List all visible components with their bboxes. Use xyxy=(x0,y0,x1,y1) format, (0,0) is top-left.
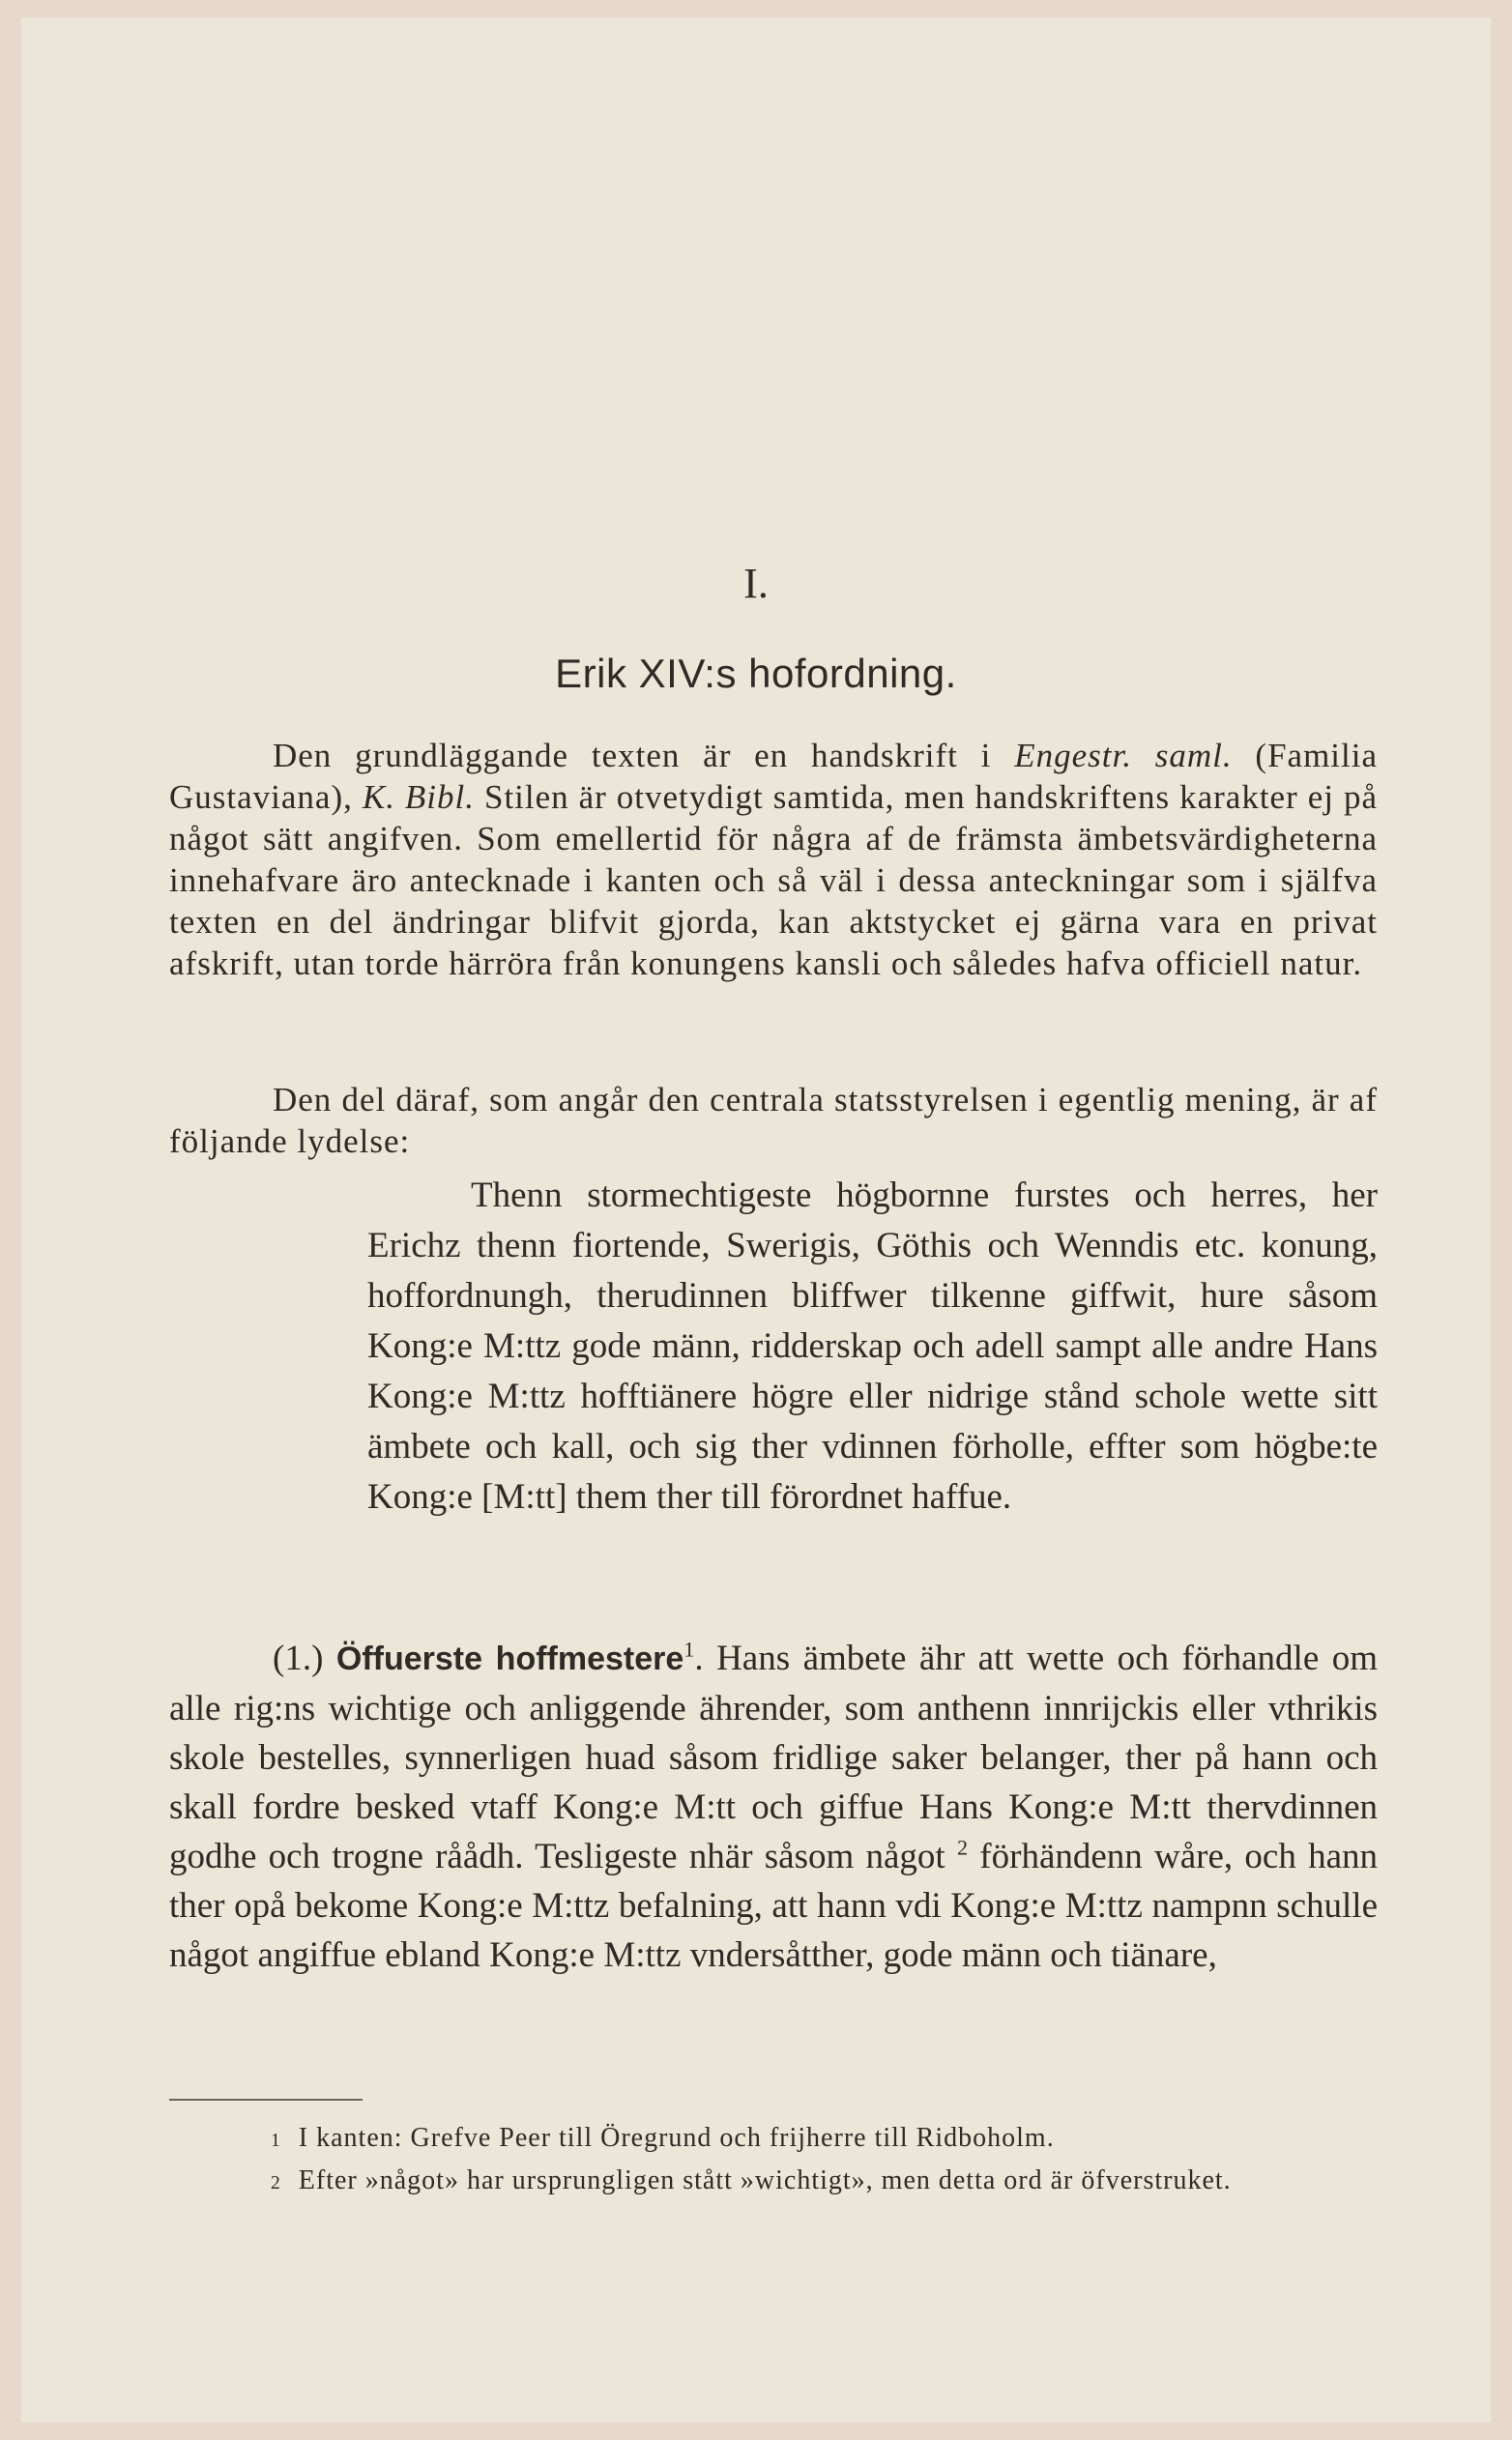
intro-text-b: (Familia Gustaviana), xyxy=(169,737,1378,816)
footnote-2-mark: 2 xyxy=(271,2173,281,2193)
footnote-2-text: Efter »något» har ursprungligen stått »wichtigt», men detta ord är öfverstruket. xyxy=(298,2165,1232,2195)
footnote-marker-1: 1 xyxy=(683,1637,695,1662)
section-1-paragraph xyxy=(169,1634,1378,1980)
source-reference: Engestr. saml. xyxy=(1014,737,1233,774)
footnotes xyxy=(169,2117,1378,2202)
chapter-title: Erik XIV:s hofordning. xyxy=(555,651,957,696)
footnote-1-text: I kanten: Grefve Peer till Öregrund och frijherre till Ridboholm. xyxy=(298,2123,1055,2153)
library-reference: K. Bibl. xyxy=(362,778,475,816)
footnote-2 xyxy=(169,2160,1378,2202)
section-heading: Öffuerste hoffmestere xyxy=(335,1641,684,1677)
section-text-b: förhändenn wåre, och hann ther opå bekome Kong:e M:ttz befalning, att hann vdi Kong:e M:ttz nampnn schulle något angiffue ebland Kong:e M:ttz vndersåtther, gode männ och tiänare, xyxy=(169,1837,1379,1975)
intro-paragraph-1 xyxy=(169,735,1378,984)
footnote-marker-2: 2 xyxy=(956,1835,969,1860)
quoted-preamble: Thenn stormechtigeste högbornne furstes och herres, her Erichz thenn fiortende, Swerigis, Göthis och Wenndis etc. konung, hoffordnungh, therudinnen bliffwer tilkenne giffwit, hure såsom Kong:e M:ttz gode männ, ridderskap och adell sampt alle andre Hans Kong:e M:ttz hofftiänere högre eller nidrige stånd schole wette sitt ämbete och kall, och sig ther vdinnen förholle, effter som högbe:te Kong:e [M:tt] them ther till förordnet haffue. xyxy=(367,1176,1378,1517)
footnote-1 xyxy=(169,2117,1378,2160)
footnote-1-mark: 1 xyxy=(271,2131,281,2151)
chapter-number: I. xyxy=(743,560,769,607)
intro-paragraph-2: Den del däraf, som angår den centrala statsstyrelsen i egentlig mening, är af följande lydelse: xyxy=(169,1081,1378,1160)
intro-text-c: Stilen är otvetydigt samtida, men handskriftens karakter ej på något sätt angifven. Som emellertid för några af de främsta ämbetsvärdigheterna innehafvare äro antecknade i kanten och så väl i dessa anteckningar som i själfva texten en del ändringar blifvit gjorda, kan aktstycket ej gärna vara en privat afskrift, utan torde härröra från konungens kansli och således hafva officiell natur. xyxy=(169,778,1378,982)
footnote-divider xyxy=(169,2099,363,2101)
book-page xyxy=(21,17,1491,2423)
section-text-a: . Hans ämbete ähr att wette och förhandle om alle rig:ns wichtige och anliggende ährender, som anthenn innrijckis eller vthrikis skole bestelles, synnerligen huad såsom fridlige saker belanger, ther på hann och skall fordre besked vtaff Kong:e M:tt och giffue Hans Kong:e M:tt thervdinnen godhe och trogne råådh. Tesligeste nhär såsom något xyxy=(169,1639,1378,1876)
section-number: (1.) xyxy=(273,1639,324,1678)
intro-text-a: Den grundläggande texten är en handskrift i xyxy=(273,737,1015,774)
